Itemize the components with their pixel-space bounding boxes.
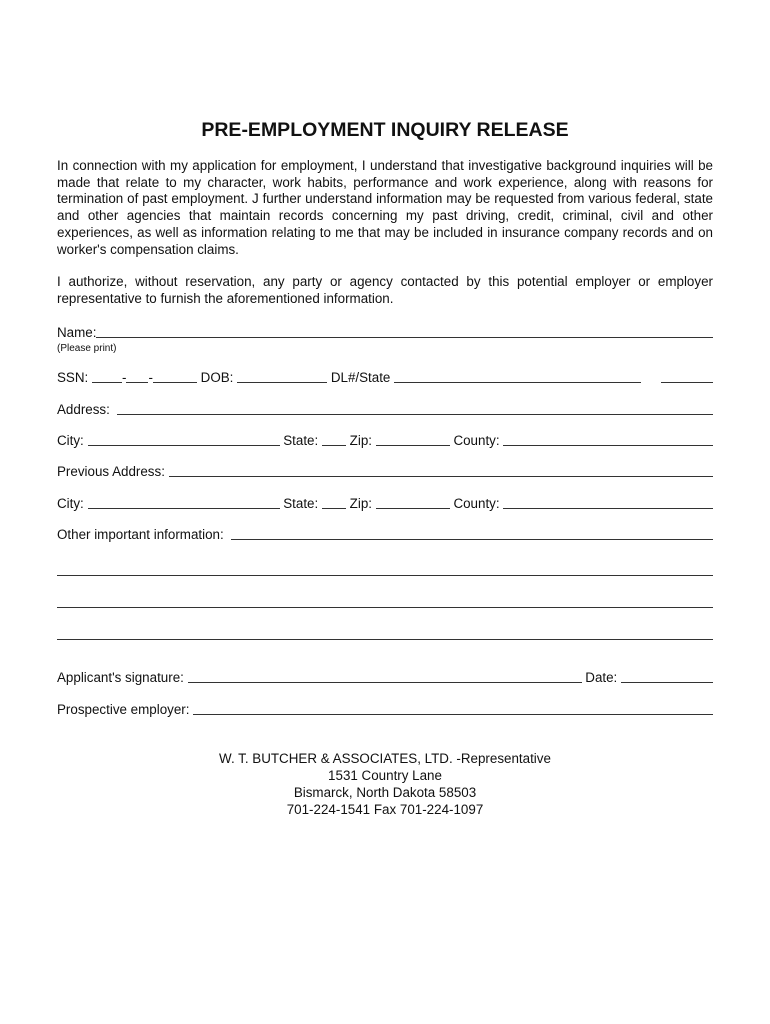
employer-row	[57, 700, 713, 717]
dl-number-field[interactable]	[394, 370, 641, 383]
zip-label: Zip:	[345, 496, 376, 511]
other-info-field-line4[interactable]	[57, 627, 713, 640]
county-label: County:	[449, 496, 504, 511]
state-label: State:	[279, 496, 322, 511]
county-label: County:	[449, 433, 504, 448]
other-info-label: Other important information:	[57, 527, 232, 542]
ssn-part1-field[interactable]	[92, 370, 122, 383]
name-label: Name:	[57, 325, 97, 340]
dl-label: DL#/State	[327, 370, 395, 385]
consent-paragraph: In connection with my application for employment, I understand that investigative background inquiries will be made that relate to my character, work habits, performance and work experience, along with reasons for termination of past employment. J further understand information may be requested from various federal, state and other agencies that maintain records concerning my past driving, credit, criminal, civil and other experiences, as well as information relating to me that may be included in insurance company records and on worker's compensation claims.	[57, 158, 713, 257]
footer-street: 1531 Country Lane	[328, 768, 442, 783]
city-label: City:	[57, 433, 88, 448]
zip-label: Zip:	[345, 433, 376, 448]
city-field[interactable]	[88, 433, 280, 446]
ssn-part3-field[interactable]	[153, 370, 197, 383]
signature-field[interactable]	[188, 670, 582, 683]
city-row	[57, 431, 713, 448]
name-hint: (Please print)	[57, 343, 117, 354]
other-info-line	[57, 625, 713, 642]
county-field[interactable]	[503, 433, 713, 446]
ssn-label: SSN:	[57, 370, 92, 385]
other-info-field-line3[interactable]	[57, 595, 713, 608]
previous-zip-field[interactable]	[376, 496, 450, 509]
document-title: PRE-EMPLOYMENT INQUIRY RELEASE	[201, 119, 569, 141]
employer-field[interactable]	[193, 702, 713, 715]
previous-state-field[interactable]	[322, 496, 346, 509]
previous-city-field[interactable]	[88, 496, 280, 509]
previous-city-row	[57, 494, 713, 511]
date-field[interactable]	[621, 670, 713, 683]
previous-address-label: Previous Address:	[57, 464, 169, 479]
other-info-line	[57, 593, 713, 610]
ssn-part2-field[interactable]	[126, 370, 148, 383]
city-label: City:	[57, 496, 88, 511]
name-row	[57, 323, 713, 340]
footer-company: W. T. BUTCHER & ASSOCIATES, LTD. -Representative	[219, 751, 551, 766]
zip-field[interactable]	[376, 433, 450, 446]
dl-state-field[interactable]	[661, 370, 713, 383]
authorization-paragraph: I authorize, without reservation, any party or agency contacted by this potential employer or employer representative to furnish the aforementioned information.	[57, 274, 713, 306]
other-info-field[interactable]	[231, 527, 713, 540]
signature-label: Applicant's signature:	[57, 670, 188, 685]
state-label: State:	[279, 433, 322, 448]
ssn-dash: -	[148, 370, 153, 385]
dob-field[interactable]	[237, 370, 327, 383]
state-field[interactable]	[322, 433, 346, 446]
address-row	[57, 400, 713, 417]
date-label: Date:	[581, 670, 621, 685]
id-row	[57, 368, 713, 385]
other-info-line	[57, 561, 713, 578]
dob-label: DOB:	[196, 370, 238, 385]
footer-city: Bismarck, North Dakota 58503	[293, 785, 477, 800]
name-field[interactable]	[96, 325, 713, 338]
other-info-row	[57, 525, 713, 542]
ssn-dash: -	[121, 370, 127, 385]
footer-address-block	[0, 750, 770, 818]
address-label: Address:	[57, 402, 118, 417]
previous-address-field[interactable]	[169, 464, 713, 477]
employer-label: Prospective employer:	[57, 702, 194, 717]
signature-row	[57, 668, 713, 685]
footer-phone: 701-224-1541 Fax 701-224-1097	[286, 802, 484, 817]
address-field[interactable]	[117, 402, 713, 415]
previous-county-field[interactable]	[503, 496, 713, 509]
other-info-field-line2[interactable]	[57, 563, 713, 576]
previous-address-row	[57, 462, 713, 479]
